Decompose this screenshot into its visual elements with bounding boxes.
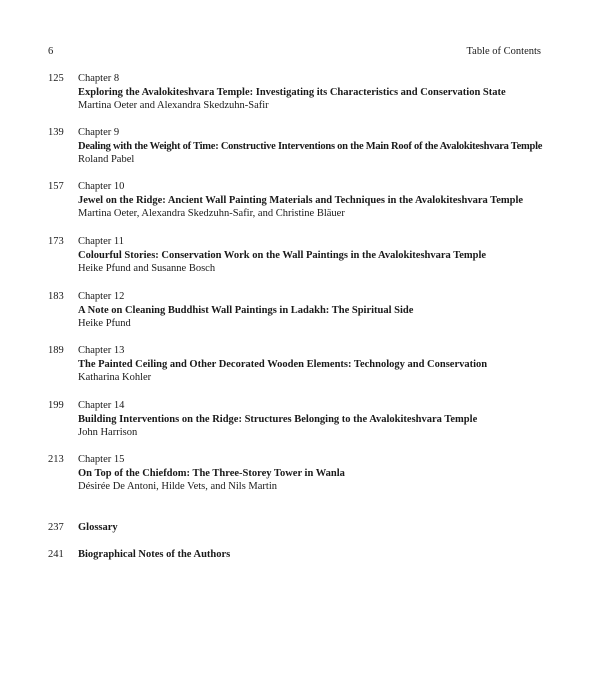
toc-chapter-authors: Martina Oeter and Alexandra Skedzuhn-Safir xyxy=(78,100,269,112)
toc-page-number: 237 xyxy=(48,522,64,533)
toc-page-number: 183 xyxy=(48,291,64,302)
toc-entry-body xyxy=(78,126,548,167)
toc-page-number: 189 xyxy=(48,345,64,356)
toc-chapter-label: Chapter 13 xyxy=(78,345,125,356)
toc-section-title: Biographical Notes of the Authors xyxy=(78,549,231,560)
toc-page-number: 173 xyxy=(48,236,64,247)
toc-chapter-authors: Heike Pfund and Susanne Bosch xyxy=(78,263,216,275)
toc-chapter-title: Exploring the Avalokiteshvara Temple: Investigating its Characteristics and Conservation State xyxy=(78,86,506,98)
running-title: Table of Contents xyxy=(466,46,541,57)
toc-chapter-label: Chapter 11 xyxy=(78,236,124,247)
toc-chapter-label: Chapter 12 xyxy=(78,291,125,302)
toc-section-title: Glossary xyxy=(78,522,118,533)
toc-chapter-label: Chapter 9 xyxy=(78,127,120,138)
page-number: 6 xyxy=(48,46,54,57)
toc-page-number: 157 xyxy=(48,181,64,192)
toc-entry-body xyxy=(78,399,548,440)
toc-entry-body xyxy=(78,344,548,385)
toc-chapter-authors: Katharina Kohler xyxy=(78,372,152,384)
toc-chapter-authors: Martina Oeter, Alexandra Skedzuhn-Safir, and Christine Bläuer xyxy=(78,208,345,220)
toc-chapter-title: Jewel on the Ridge: Ancient Wall Painting Materials and Techniques in the Avalokiteshvara Temple xyxy=(78,194,524,206)
toc-chapter-authors: Désirée De Antoni, Hilde Vets, and Nils Martin xyxy=(78,481,277,493)
toc-entry-body xyxy=(78,453,548,494)
page-header xyxy=(48,46,541,60)
toc-entry-body xyxy=(78,290,548,331)
toc-page-number: 199 xyxy=(48,400,64,411)
toc-chapter-label: Chapter 15 xyxy=(78,454,125,465)
toc-chapter-title: Colourful Stories: Conservation Work on the Wall Paintings in the Avalokiteshvara Temple xyxy=(78,249,487,261)
toc-chapter-label: Chapter 14 xyxy=(78,400,125,411)
toc-chapter-authors: Heike Pfund xyxy=(78,318,131,330)
toc-page-number: 139 xyxy=(48,127,64,138)
toc-entry-body xyxy=(78,180,548,221)
toc-page-number: 125 xyxy=(48,73,64,84)
toc-chapter-authors: John Harrison xyxy=(78,427,138,439)
toc-chapter-title: On Top of the Chiefdom: The Three-Storey Tower in Wanla xyxy=(78,467,345,479)
toc-chapter-title: The Painted Ceiling and Other Decorated Wooden Elements: Technology and Conservation xyxy=(78,358,488,370)
toc-chapter-title: Dealing with the Weight of Time: Constructive Interventions on the Main Roof of the Avalokiteshvara Temple xyxy=(78,140,543,152)
toc-entry-body xyxy=(78,72,548,113)
toc-entry-body xyxy=(78,521,548,535)
toc-page-number: 241 xyxy=(48,549,64,560)
toc-entry-body xyxy=(78,235,548,276)
toc-entry-body xyxy=(78,548,548,562)
toc-chapter-title: A Note on Cleaning Buddhist Wall Paintings in Ladakh: The Spiritual Side xyxy=(78,304,414,316)
toc-chapter-label: Chapter 8 xyxy=(78,73,120,84)
toc-chapter-label: Chapter 10 xyxy=(78,181,125,192)
toc-chapter-title: Building Interventions on the Ridge: Structures Belonging to the Avalokiteshvara Temple xyxy=(78,413,478,425)
toc-page-number: 213 xyxy=(48,454,64,465)
toc-chapter-authors: Roland Pabel xyxy=(78,154,135,166)
